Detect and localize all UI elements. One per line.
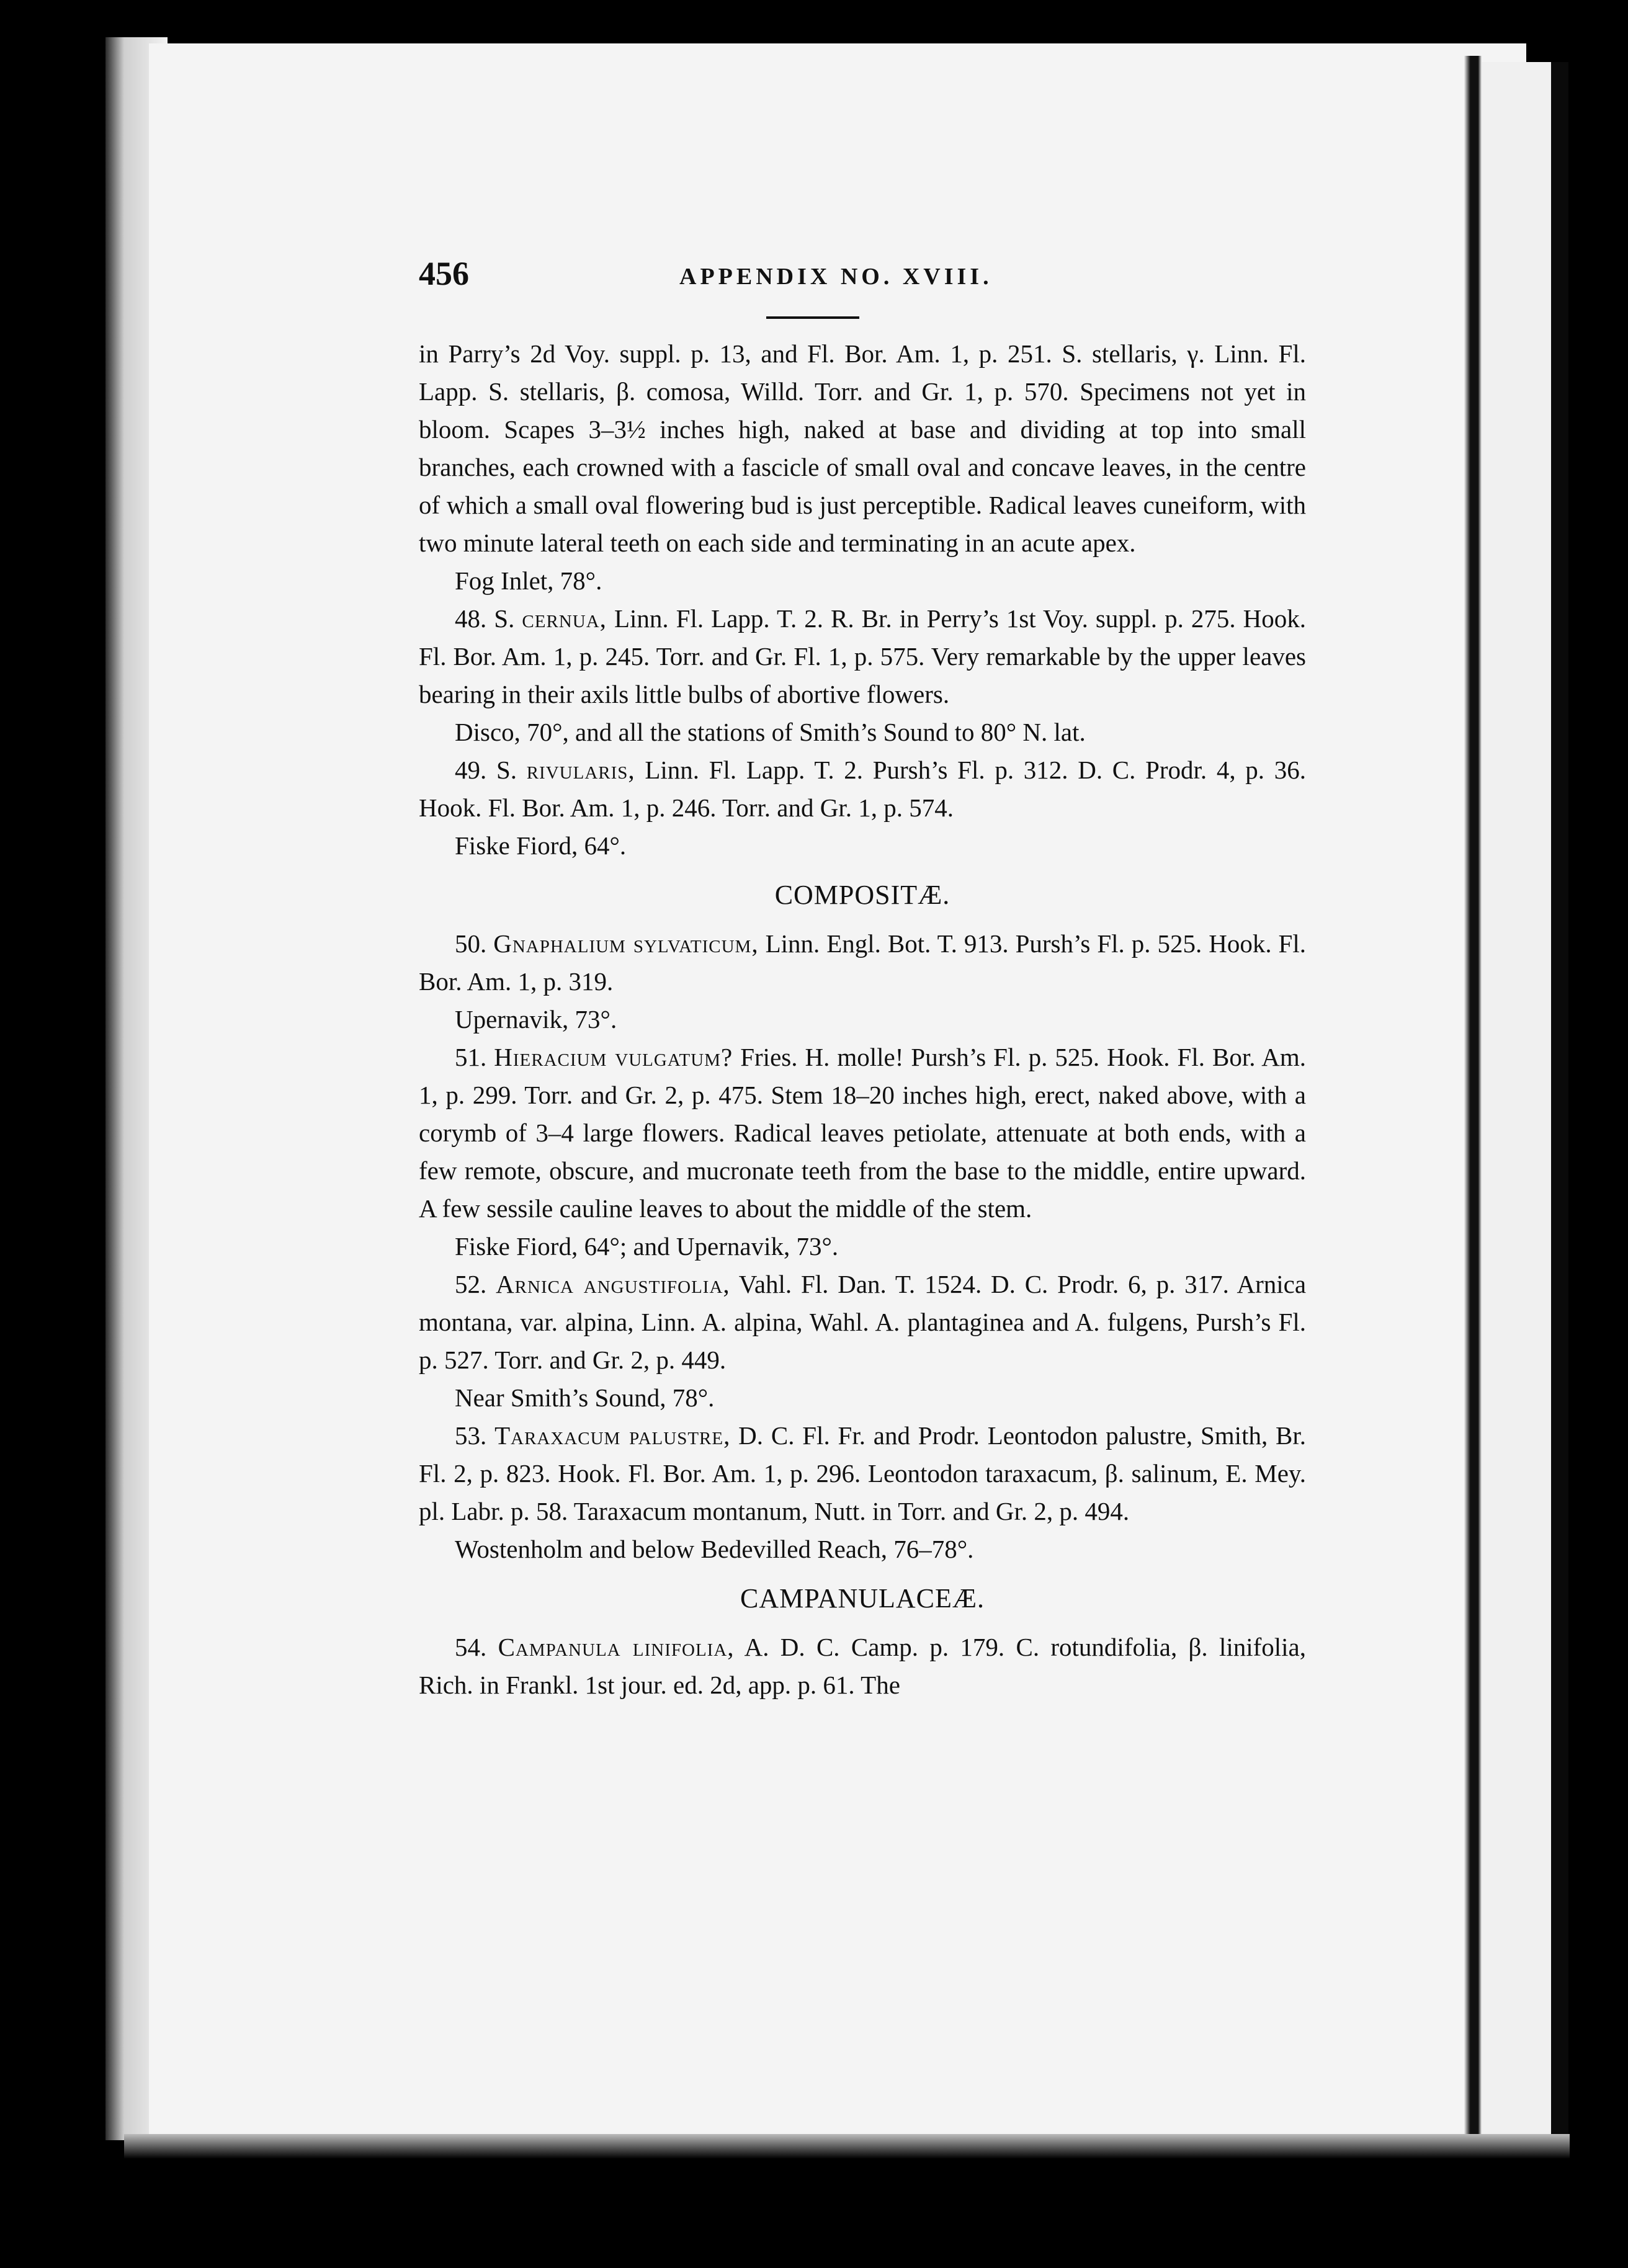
species-name: cernua, [522, 604, 607, 633]
entry-text: Fries. H. molle! Pursh’s Fl. p. 525. Hook. Fl. Bor. Am. 1, p. 299. Torr. and Gr. 2, p. 475. Stem 18–20 inches high, erect, naked above, with a corymb of 3–4 large flowers. Radical leaves petiolate, attenuate at both ends, with a few remote, obscure, and mucronate teeth from the base to the middle, entire upward. A few sessile cauline leaves to about the middle of the stem. [419, 1043, 1306, 1223]
entry-number: 51. [455, 1043, 487, 1071]
species-name: Hieracium vulgatum? [494, 1043, 733, 1071]
entry-number: 48. [455, 604, 487, 633]
species-entry [419, 1266, 1306, 1379]
locality-line: Fiske Fiord, 64°. [455, 831, 627, 860]
locality-line: Near Smith’s Sound, 78°. [455, 1383, 715, 1412]
species-name: Taraxacum palustre, [494, 1421, 731, 1450]
entry-number: 52. [455, 1270, 487, 1298]
section-heading: COMPOSITÆ. [774, 880, 950, 910]
entry-text: A. D. C. Camp. p. 179. C. rotundifolia, β. linifolia, Rich. in Frankl. 1st jour. ed. 2d, app. p. 61. The [419, 1633, 1307, 1699]
page-number: 456 [419, 255, 469, 292]
page-gutter [1464, 56, 1482, 2140]
species-name: Gnaphalium sylvaticum, [493, 929, 759, 958]
locality-line: Fog Inlet, 78°. [455, 566, 602, 595]
species-name: rivularis, [526, 756, 635, 784]
species-name: Campanula linifolia, [498, 1633, 735, 1661]
page-body [419, 335, 1306, 1704]
facing-page-edge [1482, 62, 1562, 2140]
entry-text: Linn. Engl. Bot. T. 913. Pursh’s Fl. p. 525. Hook. Fl. Bor. Am. 1, p. 319. [419, 929, 1307, 996]
entry-number: 49. [455, 756, 487, 784]
locality-line: Fiske Fiord, 64°; and Upernavik, 73°. [455, 1232, 839, 1261]
species-entry [419, 1628, 1306, 1704]
page-bottom-shadow [124, 2134, 1570, 2159]
entry-number: 53. [455, 1421, 487, 1450]
section-heading: CAMPANULACEÆ. [740, 1583, 985, 1614]
entry-text: Linn. Fl. Lapp. T. 2. Pursh’s Fl. p. 312. D. C. Prodr. 4, p. 36. Hook. Fl. Bor. Am. 1, p. 246. Torr. and Gr. 1, p. 574. [419, 756, 1307, 822]
species-entry [419, 1038, 1306, 1228]
locality-line: Upernavik, 73°. [455, 1005, 617, 1034]
continued-paragraph: in Parry’s 2d Voy. suppl. p. 13, and Fl. Bor. Am. 1, p. 251. S. stellaris, γ. Linn. Fl. Lapp. S. stellaris, β. comosa, Willd. Torr. and Gr. 1, p. 570. Specimens not yet in bloom. Scapes 3–3½ inches high, naked at base and dividing at top into small branches, each crowned with a fascicle of small oval and concave leaves, in the centre of which a small oval flowering bud is just perceptible. Radical leaves cuneiform, with two minute lateral teeth on each side and terminating in an acute apex. [419, 339, 1306, 557]
entry-text: D. C. Fl. Fr. and Prodr. Leontodon palustre, Smith, Br. Fl. 2, p. 823. Hook. Fl. Bor. Am. 1, p. 296. Leontodon taraxacum, β. salinum, E. Mey. pl. Labr. p. 58. Taraxacum montanum, Nutt. in Torr. and Gr. 2, p. 494. [419, 1421, 1307, 1525]
header-rule [766, 316, 859, 319]
entry-number: 50. [455, 929, 487, 958]
species-entry [419, 751, 1306, 827]
facing-page-shadow [1551, 62, 1568, 2140]
genus-abbrev: S. [494, 604, 515, 633]
species-entry [419, 600, 1306, 713]
page-header [419, 254, 1306, 310]
species-entry [419, 1417, 1306, 1530]
locality-line: Wostenholm and below Bedevilled Reach, 76–78°. [455, 1535, 974, 1563]
running-head: APPENDIX NO. XVIII. [679, 264, 993, 290]
species-entry [419, 925, 1306, 1001]
locality-line: Disco, 70°, and all the stations of Smith’s Sound to 80° N. lat. [455, 718, 1086, 746]
entry-text: Linn. Fl. Lapp. T. 2. R. Br. in Perry’s 1st Voy. suppl. p. 275. Hook. Fl. Bor. Am. 1, p. 245. Torr. and Gr. Fl. 1, p. 575. Very remarkable by the upper leaves bearing in their axils little bulbs of abortive flowers. [419, 604, 1307, 708]
genus-abbrev: S. [496, 756, 517, 784]
entry-text: Vahl. Fl. Dan. T. 1524. D. C. Prodr. 6, p. 317. Arnica montana, var. alpina, Linn. A. alpina, Wahl. A. plantaginea and A. fulgens, Pursh’s Fl. p. 527. Torr. and Gr. 2, p. 449. [419, 1270, 1307, 1374]
entry-number: 54. [455, 1633, 487, 1661]
species-name: Arnica angustifolia, [496, 1270, 730, 1298]
